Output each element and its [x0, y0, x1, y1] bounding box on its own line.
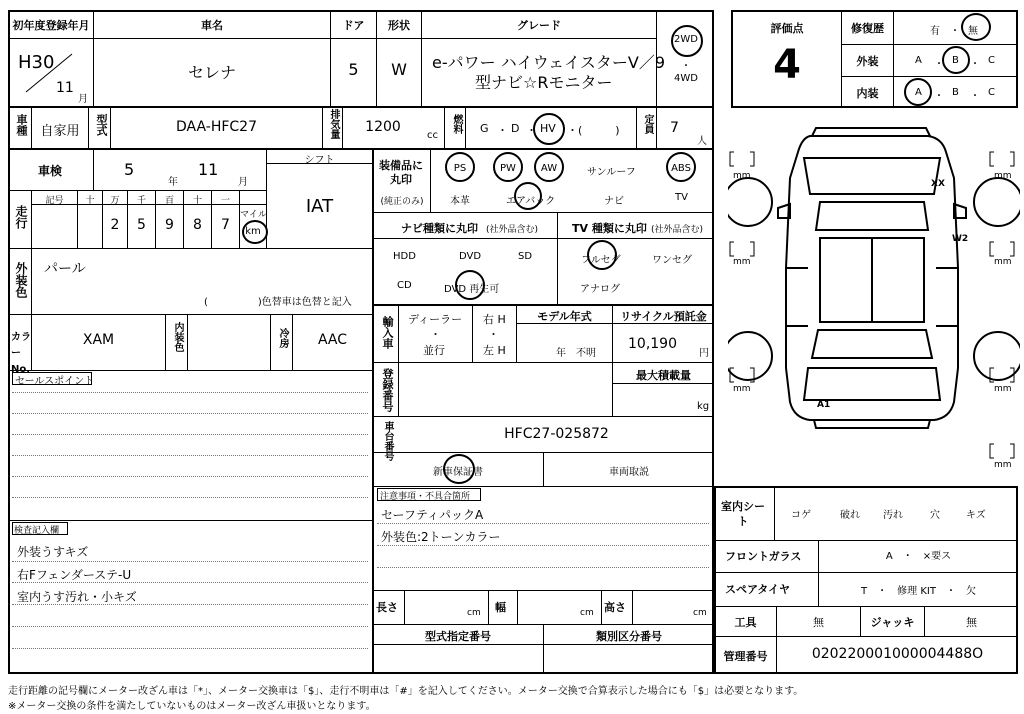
glass-label: フロントガラス — [725, 550, 802, 563]
length-cm: cm — [467, 608, 481, 618]
spare-label: スペアタイヤ — [725, 583, 791, 596]
equip-sunroof: サンルーフ — [587, 167, 636, 178]
fuel-hv-circle — [533, 113, 565, 145]
shift-label: シフト — [304, 155, 335, 166]
inspector-line-1: 外装うすキズ — [17, 545, 89, 559]
mm-fr: mm — [994, 171, 1012, 181]
import-right: 右 H — [483, 313, 506, 326]
capacity-value: 7 — [670, 120, 679, 136]
digit-header-0: 記号 — [45, 196, 64, 206]
equip-aw-circle — [534, 152, 564, 182]
digit-header-6: 一 — [220, 196, 230, 206]
first-reg-era: H30 — [18, 52, 55, 73]
seat-item-3: 汚れ — [883, 510, 903, 521]
digit-header-1: 十 — [85, 196, 95, 206]
mark-a1: A1 — [817, 400, 831, 410]
score-label: 評価点 — [770, 22, 804, 35]
doors-value: 5 — [348, 60, 359, 79]
ext-b-circle — [942, 46, 970, 74]
mile-unit: マイル — [240, 210, 267, 220]
footer-line-2: ※メーター交換の条件を満たしていないものはメーター改ざん車扱いとなります。 — [8, 701, 376, 712]
drive-sep: ・ — [681, 61, 691, 72]
import-label: 輸入車 — [381, 316, 394, 349]
drive-2wd-circle — [671, 25, 703, 57]
first-reg-label: 初年度登録年月 — [12, 19, 90, 32]
length-label: 長さ — [376, 601, 398, 614]
equip-airbag: エアバック — [506, 196, 556, 207]
footer-line-1: 走行距離の記号欄にメーター改ざん車は「*」、メーター交換車は「$」、走行不明車は「#」を記入してください。メーター交換で合算表示した場合にも「$」は必要となります。 — [8, 686, 804, 697]
spare-value: T ・ 修理 KIT ・ 欠 — [861, 586, 976, 597]
equip-aw: AW — [540, 163, 558, 174]
registration-label: 登録番号 — [381, 368, 394, 412]
nav-sub: (社外品含む) — [486, 225, 539, 235]
repair-yes: 有 — [930, 26, 940, 37]
tv-fullseg-circle — [587, 240, 617, 270]
shift-value: IAT — [305, 196, 334, 217]
equip-abs: ABS — [671, 163, 691, 174]
drive-4wd: 4WD — [674, 73, 698, 84]
grade-label: グレード — [517, 19, 561, 32]
seat-item-5: キズ — [966, 510, 986, 521]
mileage-digit-3: 9 — [165, 217, 174, 233]
fuel-g: G — [480, 122, 489, 135]
usage-label: 車種 — [15, 114, 28, 136]
equip-airbag-circle — [514, 182, 542, 210]
mgmt-label: 管理番号 — [723, 650, 768, 663]
warranty: 新車保証書 — [433, 467, 483, 478]
inspection-year-unit: 年 — [168, 177, 178, 188]
usage-value: 自家用 — [40, 124, 80, 139]
jack-label: ジャッキ — [870, 616, 915, 629]
width-cm: cm — [580, 608, 594, 618]
mm-ml: mm — [733, 257, 751, 267]
mm-spare: mm — [994, 460, 1012, 470]
month-unit: 月 — [78, 94, 88, 105]
recycle-unit: 円 — [699, 348, 709, 359]
displacement-label: 排気量 — [328, 109, 339, 139]
drive-2wd: 2WD — [674, 34, 698, 45]
tv-sub: (社外品含む) — [651, 225, 704, 235]
nav-cd: CD — [397, 280, 412, 291]
km-unit: km — [245, 226, 261, 237]
doors-label: ドア — [342, 19, 365, 32]
model-year-label: モデル年式 — [537, 310, 592, 323]
fuel-other: ( ) — [578, 124, 620, 137]
tools-value: 無 — [813, 616, 824, 629]
exterior-label: 外装 — [856, 55, 879, 68]
car-name-label: 車名 — [201, 19, 223, 32]
ac-label: 冷房 — [277, 328, 288, 348]
equip-ps: PS — [453, 163, 467, 174]
shape-value: W — [391, 60, 407, 79]
equip-pw-circle — [493, 152, 523, 182]
score-value: 4 — [773, 42, 801, 88]
grade-line1: e-パワー ハイウェイスターV／9 — [432, 53, 666, 72]
nav-dvd: DVD — [459, 251, 482, 262]
category-no-label: 類別区分番号 — [596, 630, 662, 643]
digit-header-2: 万 — [110, 196, 120, 206]
inspector-label: 検査記入欄 — [14, 526, 60, 536]
equip-label: 装備品に丸印 — [379, 159, 423, 186]
chassis-value: HFC27-025872 — [504, 426, 609, 442]
color-note: ( )色替車は色替と記入 — [204, 297, 352, 308]
notes-line-1: セーフティパックA — [381, 508, 484, 522]
equip-nav: ナビ — [604, 196, 624, 207]
inspector-line-2: 右Fフェンダーステ-U — [17, 568, 132, 582]
color-no-label: カラーNo. — [11, 332, 31, 375]
mileage-digit-2: 5 — [137, 217, 146, 233]
mm-rr: mm — [994, 384, 1012, 394]
equip-ps-circle — [445, 152, 475, 182]
seat-label: 室内シート — [721, 500, 765, 528]
model-year-value: 年 不明 — [556, 348, 596, 359]
first-reg-month: 11 — [56, 80, 74, 96]
type-no-label: 型式指定番号 — [425, 630, 491, 643]
mileage-digit-5: 7 — [221, 217, 230, 233]
mm-rl: mm — [733, 384, 751, 394]
car-name: セレナ — [187, 63, 236, 82]
nav-hdd: HDD — [393, 251, 416, 262]
ext-c: C — [988, 55, 995, 66]
mileage-label: 走行 — [14, 205, 28, 229]
seat-item-2: 破れ — [840, 510, 860, 521]
equip-leather: 本革 — [450, 196, 470, 207]
capacity-unit: 人 — [697, 136, 707, 147]
glass-value: A ・ ×要ス — [885, 551, 952, 562]
repair-label: 修復歴 — [851, 22, 884, 35]
inspection-month: 11 — [198, 160, 219, 179]
sales-point-label: セールスポイント — [15, 376, 95, 387]
repair-no: 無 — [968, 26, 978, 37]
mgmt-value: 020220001000004488О — [811, 646, 984, 662]
digit-header-3: 千 — [136, 196, 146, 206]
digit-header-5: 十 — [192, 196, 202, 206]
warranty-circle — [443, 454, 475, 484]
nav-dvd-play: DVD 再生可 — [444, 284, 500, 295]
int-b: B — [952, 87, 959, 98]
nav-dvd-play-circle — [455, 270, 485, 300]
color-value: パール — [44, 261, 86, 277]
notes-line-2: 外装色:2トーンカラー — [381, 530, 501, 544]
repair-no-circle — [961, 13, 991, 41]
chassis-label: 車台番号 — [382, 421, 393, 461]
seat-item-4: 穴 — [930, 510, 940, 521]
model-value: DAA-HFC27 — [176, 119, 257, 135]
inspection-label: 車検 — [38, 164, 63, 178]
equip-tv: TV — [675, 192, 688, 203]
mark-xx: XX — [931, 179, 945, 189]
tools-label: 工具 — [734, 616, 757, 629]
mileage-digit-4: 8 — [193, 217, 202, 233]
tv-label: TV 種類に丸印 — [572, 222, 647, 235]
ext-a: A — [915, 55, 922, 66]
tv-oneseg: ワンセグ — [652, 255, 692, 266]
repair-sep: ・ — [950, 26, 960, 37]
equip-sublabel: (純正のみ) — [380, 197, 424, 207]
fuel-hv: HV — [540, 122, 556, 135]
car-damage-diagram — [728, 118, 1020, 478]
import-dealer: ディーラー — [408, 313, 463, 326]
inspector-line-3: 室内うす汚れ・小キズ — [17, 590, 137, 604]
model-label: 型式 — [95, 114, 108, 136]
color-no-value: XAM — [82, 332, 115, 348]
color-label: 外装色 — [14, 262, 28, 298]
mm-fl: mm — [733, 171, 751, 181]
equip-abs-circle — [666, 152, 696, 182]
fuel-d: D — [511, 122, 520, 135]
notes-label: 注意事項・不具合箇所 — [380, 492, 471, 502]
grade-line2: 型ナビ☆Rモニター — [475, 73, 613, 92]
shape-label: 形状 — [388, 19, 410, 32]
inspection-year: 5 — [124, 160, 135, 179]
ext-b: B — [952, 55, 959, 66]
interior-color-label: 内装色 — [172, 322, 183, 352]
import-left: 左 H — [483, 344, 506, 357]
nav-sd: SD — [518, 251, 533, 262]
tv-fullseg: フルセグ — [581, 255, 621, 266]
int-a: A — [915, 87, 922, 98]
fuel-label: 燃料 — [451, 114, 462, 134]
digit-header-4: 百 — [164, 196, 174, 206]
capacity-label: 定員 — [642, 114, 653, 134]
km-circle — [242, 220, 268, 244]
equip-pw: PW — [500, 163, 516, 174]
inspection-month-unit: 月 — [238, 177, 248, 188]
mark-w2: W2 — [952, 234, 969, 244]
recycle-label: リサイクル預託金 — [620, 310, 707, 323]
jack-value: 無 — [966, 616, 977, 629]
height-label: 高さ — [604, 601, 626, 614]
max-load-label: 最大積載量 — [636, 369, 691, 382]
ac-value: AAC — [317, 332, 348, 348]
height-cm: cm — [693, 608, 707, 618]
recycle-value: 10,190 — [628, 336, 677, 352]
nav-label: ナビ種類に丸印 — [401, 222, 478, 235]
mm-mr: mm — [994, 257, 1012, 267]
manual: 車両取説 — [609, 467, 649, 478]
int-c: C — [988, 87, 995, 98]
kg-unit: kg — [697, 401, 710, 412]
displacement-value: 1200 — [365, 119, 401, 135]
import-parallel: 並行 — [423, 344, 445, 357]
cc-unit: cc — [427, 130, 438, 141]
tv-analog: アナログ — [580, 284, 620, 295]
seat-item-1: コゲ — [791, 510, 811, 521]
int-a-circle — [904, 78, 932, 106]
interior-label: 内装 — [856, 87, 879, 100]
mileage-digit-1: 2 — [110, 217, 120, 233]
width-label: 幅 — [495, 601, 506, 614]
